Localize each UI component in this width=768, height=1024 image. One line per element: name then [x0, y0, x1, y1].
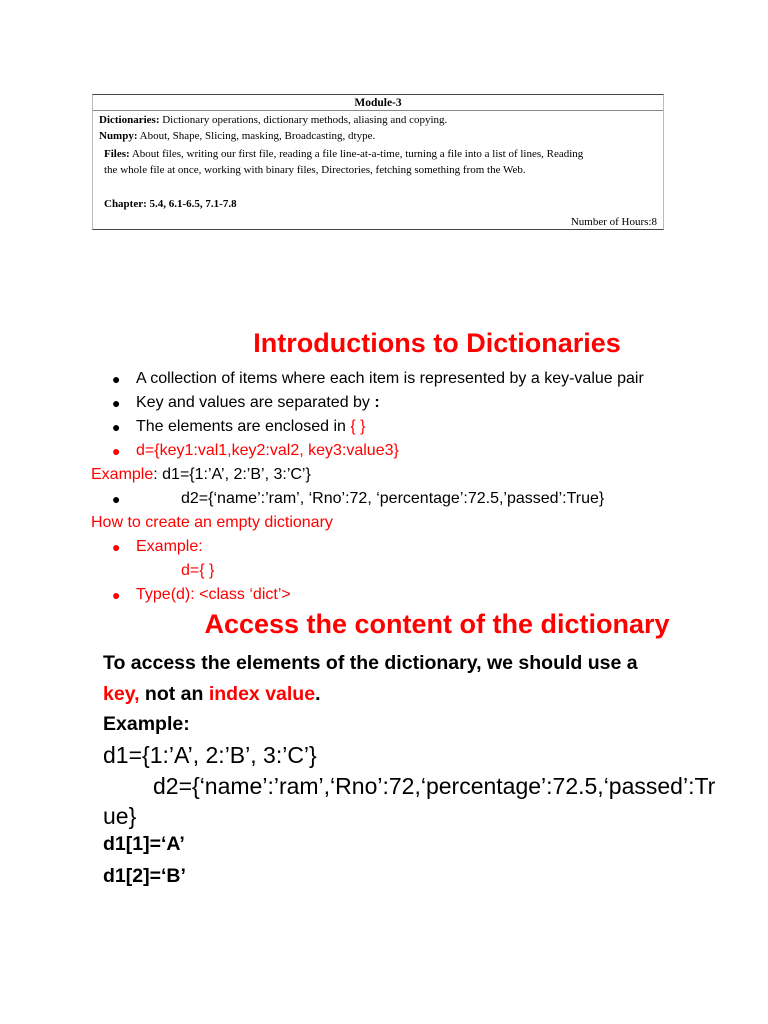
- bullet-text-6: Example:: [136, 538, 203, 555]
- bullet-text-4: d={key1:val1,key2:val2, key3:value3}: [136, 442, 399, 459]
- access-example-label: Example:: [103, 713, 190, 735]
- bullet-text-2: Key and values are separated by :: [136, 394, 380, 411]
- module-syllabus-box: [92, 94, 664, 230]
- module-line-dictionaries: Dictionaries: Dictionary operations, dictionary methods, aliasing and copying.: [99, 114, 448, 126]
- access-d2-code: d2={‘name’:’ram’,‘Rno’:72,‘percentage’:72.5,‘passed’:Tr: [153, 773, 716, 799]
- heading-introductions: Introductions to Dictionaries: [253, 328, 621, 358]
- access-d1-index-1: d1[1]=‘A’: [103, 833, 185, 855]
- access-d1-code: d1={1:’A’, 2:’B’, 3:’C’}: [103, 742, 317, 768]
- module-line-files-cont: the whole file at once, working with binary files, Directories, fetching something from the Web.: [104, 164, 526, 176]
- access-d1-index-2: d1[2]=‘B’: [103, 865, 186, 887]
- bullet-text-7: Type(d): <class ‘dict’>: [136, 586, 291, 603]
- module-title: Module-3: [93, 95, 663, 111]
- bullet-text-3: The elements are enclosed in { }: [136, 418, 366, 435]
- module-line-numpy: Numpy: About, Shape, Slicing, masking, Broadcasting, dtype.: [99, 130, 376, 142]
- bullet-icon: ●: [112, 491, 121, 507]
- empty-dict-heading: How to create an empty dictionary: [91, 514, 333, 531]
- access-paragraph-line2: key, not an index value.: [103, 683, 321, 705]
- bullet-icon: ●: [112, 371, 121, 387]
- bullet-icon: ●: [112, 395, 121, 411]
- bullet-icon: ●: [112, 587, 121, 603]
- heading-access-content: Access the content of the dictionary: [204, 609, 670, 639]
- module-line-chapter: Chapter: 5.4, 6.1-6.5, 7.1-7.8: [104, 198, 237, 210]
- access-paragraph-line1: To access the elements of the dictionary, we should use a: [103, 652, 638, 674]
- module-hours: Number of Hours:8: [570, 216, 657, 228]
- module-line-files: Files: About files, writing our first file, reading a file line-at-a-time, turning a file into a list of lines, Reading: [104, 148, 584, 160]
- bullet-text-1: A collection of items where each item is represented by a key-value pair: [136, 370, 644, 387]
- example-line: Example: d1={1:’A’, 2:’B’, 3:’C’}: [91, 466, 311, 483]
- bullet-icon: ●: [112, 539, 121, 555]
- bullet-icon: ●: [112, 443, 121, 459]
- empty-dict-code: d={ }: [181, 562, 215, 579]
- access-d2-code-cont: ue}: [103, 803, 137, 829]
- bullet-text-5: d2={‘name’:’ram’, ‘Rno’:72, ‘percentage’:72.5,’passed’:True}: [181, 490, 605, 507]
- bullet-icon: ●: [112, 419, 121, 435]
